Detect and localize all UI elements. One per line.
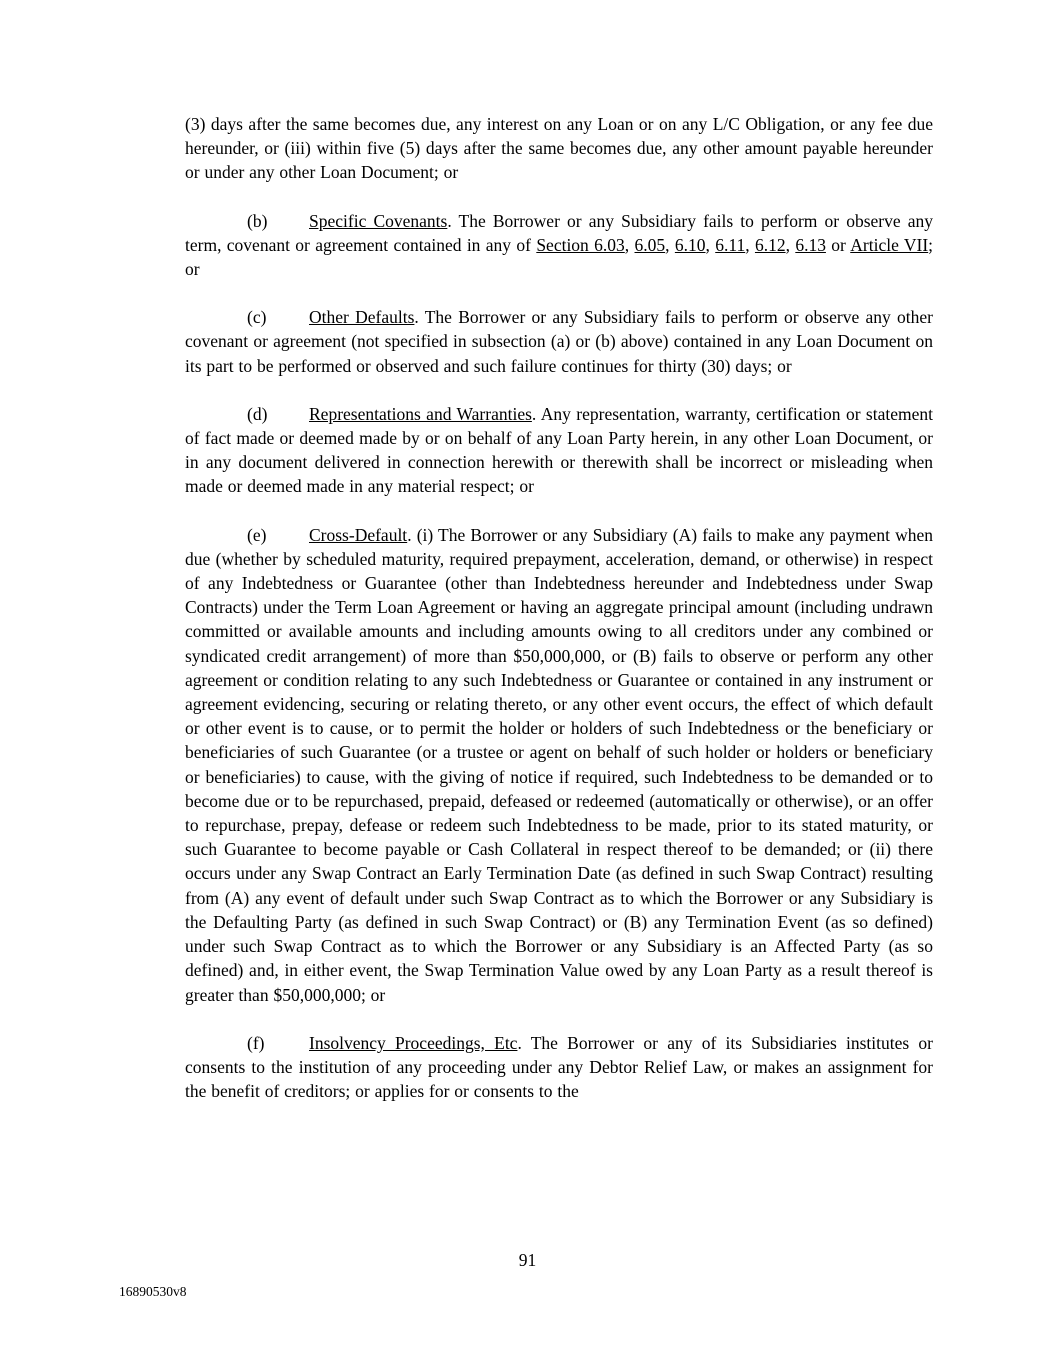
text-run: ; or bbox=[185, 234, 934, 280]
underlined-reference: Other Defaults bbox=[309, 307, 415, 328]
underlined-reference: 6.12 bbox=[754, 234, 786, 255]
text-run: . The Borrower or any Subsidiary fails to perform or observe any term, covenant or agreement contained in any of bbox=[185, 210, 934, 255]
text-run: , bbox=[665, 234, 675, 255]
text-run: , bbox=[705, 234, 716, 255]
clause-b-specific-covenants bbox=[185, 209, 933, 282]
text-run: (3) days after the same becomes due, any interest on any Loan or on any L/C Obligation, or any fee due hereunder, or (iii) within five (5) days after the same becomes due, any other amount payable hereunder or under any other Loan Document; or bbox=[185, 114, 933, 183]
underlined-reference: 6.11 bbox=[715, 234, 746, 255]
clause-d-representations-and-warranties bbox=[185, 402, 933, 499]
underlined-reference: Specific Covenants bbox=[309, 210, 448, 231]
clause-e-cross-default bbox=[185, 523, 933, 1007]
page-number: 91 bbox=[518, 1250, 537, 1270]
clause-c-other-defaults bbox=[185, 305, 933, 378]
underlined-reference: Article VII bbox=[850, 234, 929, 255]
underlined-reference: Representations and Warranties bbox=[309, 403, 532, 424]
text-run: . The Borrower or any of its Subsidiaries institutes or consents to the institution of any proceeding under any Debtor Relief Law, or makes an assignment for the benefit of creditors; or applies for or consents to the bbox=[185, 1032, 933, 1102]
text-run: . Any representation, warranty, certification or statement of fact made or deemed made by or on behalf of any Loan Party herein, in any other Loan Document, or in any document delivered in connection herewith or therewith shall be incorrect or misleading when made or deemed made in any material respect; or bbox=[185, 403, 933, 497]
clause-label: (d) bbox=[247, 403, 268, 424]
underlined-reference: Cross-Default bbox=[309, 524, 408, 545]
text-run: . The Borrower or any Subsidiary fails to perform or observe any other covenant or agreement (not specified in subsection (a) or (b) above) contained in any Loan Document on its part to be performed or observed and such failure continues for thirty (30) days; or bbox=[185, 307, 933, 376]
text-run: , bbox=[745, 234, 755, 255]
text-run: or bbox=[825, 234, 851, 255]
document-body bbox=[185, 112, 933, 1103]
underlined-reference: Insolvency Proceedings, Etc bbox=[309, 1032, 518, 1053]
clause-label: (b) bbox=[247, 210, 268, 231]
clause-label: (e) bbox=[247, 524, 267, 545]
clause-label: (f) bbox=[247, 1032, 265, 1053]
underlined-reference: 6.13 bbox=[795, 234, 826, 255]
text-run: , bbox=[785, 234, 796, 255]
underlined-reference: Section 6.03 bbox=[536, 234, 625, 255]
text-run: . (i) The Borrower or any Subsidiary (A) fails to make any payment when due (whether by scheduled maturity, required prepayment, acceleration, demand, or otherwise) in respect of any Indebtedness or Guarantee (other than Indebtedness hereunder and Indebtedness under Swap Contracts) under the Term Loan Agreement or having an aggregate principal amount (including undrawn committed or available amounts and including amounts owing to all creditors under any combined or syndicated credit arrangement) of more than $50,000,000, or (B) fails to observe or perform any other agreement or condition relating to any such Indebtedness or Guarantee or contained in any instrument or agreement evidencing, securing or relating thereto, or any other event occurs, the effect of which default or other event is to cause, or to permit the holder or holders of such Indebtedness or the beneficiary or beneficiaries of such Guarantee (or a trustee or agent on behalf of such holder or holders or beneficiary or beneficiaries) to cause, with the giving of notice if required, such Indebtedness to be demanded or to become due or to be repurchased, prepaid, defeased or redeemed (automatically or otherwise), or an offer to repurchase, prepay, defease or redeem such Indebtedness to be made, prior to its stated maturity, or such Guarantee to become payable or Cash Collateral in respect thereof to be demanded; or (ii) there occurs under any Swap Contract an Early Termination Date (as defined in such Swap Contract) resulting from (A) any event of default under such Swap Contract as to which the Borrower or any Subsidiary is the Defaulting Party (as defined in such Swap Contract) or (B) any Termination Event (as so defined) under such Swap Contract as to which the Borrower or any Subsidiary is an Affected Party (as so defined) and, in either event, the Swap Termination Value owed by any Loan Party as a result thereof is greater than $50,000,000; or bbox=[185, 524, 933, 1005]
underlined-reference: 6.10 bbox=[674, 234, 706, 255]
clause-f-insolvency-proceedings bbox=[185, 1031, 933, 1104]
clause-label: (c) bbox=[247, 307, 267, 328]
text-run: , bbox=[624, 234, 635, 255]
paragraph-continuation bbox=[185, 112, 933, 185]
document-id-stamp: 16890530v8 bbox=[119, 1284, 187, 1299]
underlined-reference: 6.05 bbox=[634, 234, 666, 255]
